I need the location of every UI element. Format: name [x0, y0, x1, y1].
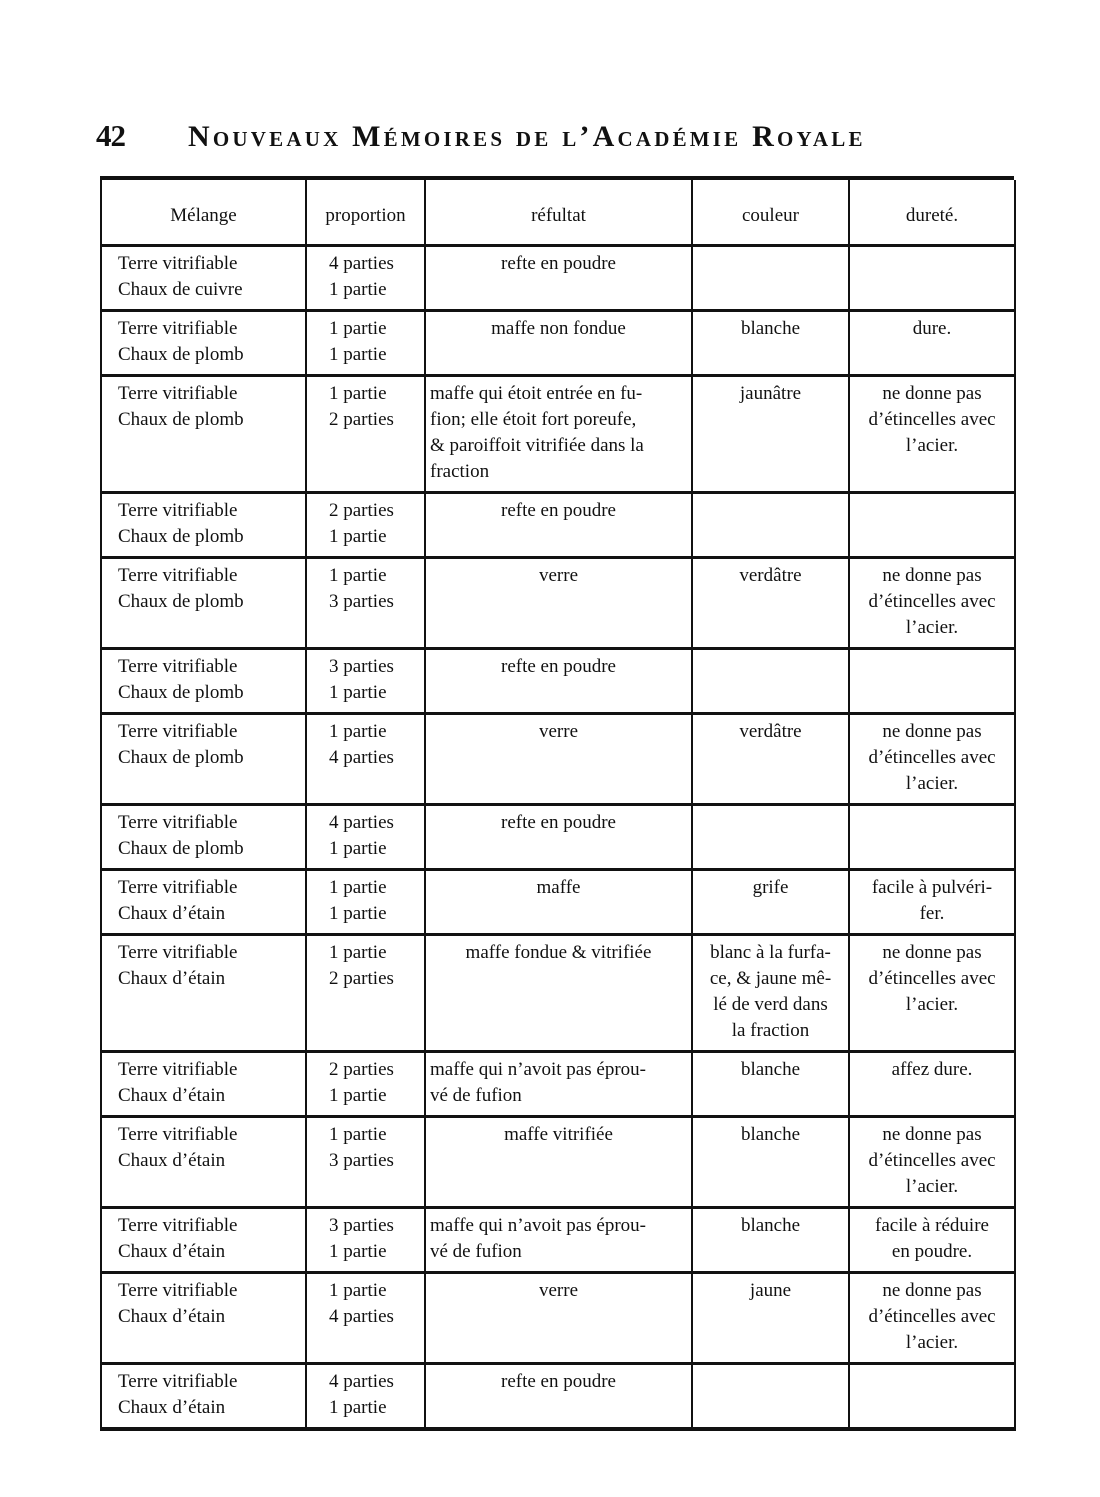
cell-melange-line: Chaux d’étain [118, 1150, 226, 1171]
cell-couleur-line: verdâtre [739, 565, 802, 586]
cell-resultat-line: fraction [430, 461, 490, 482]
cell-durete [849, 493, 1015, 558]
cell-melange [101, 1052, 306, 1117]
cell-proportion-line: 1 partie [329, 877, 387, 898]
cell-resultat-line: maffe non fondue [491, 318, 626, 339]
cell-couleur-line: grife [752, 877, 789, 898]
cell-couleur [692, 311, 849, 376]
cell-proportion [306, 311, 425, 376]
cell-proportion [306, 246, 425, 311]
cell-proportion [306, 493, 425, 558]
table-row [101, 1208, 1015, 1273]
cell-resultat-line: maffe fondue & vitrifiée [465, 942, 652, 963]
running-head-title: Nouveaux Mémoires de l’Académie Royale [188, 120, 866, 153]
cell-durete-line: l’acier. [905, 1176, 959, 1197]
cell-resultat-line: refte en poudre [501, 812, 616, 833]
cell-couleur-line: blanc à la furfa- [710, 942, 831, 963]
cell-melange-line: Terre vitrifiable [118, 1059, 238, 1080]
cell-durete-line: l’acier. [905, 435, 959, 456]
cell-resultat [425, 870, 692, 935]
cell-resultat [425, 1052, 692, 1117]
cell-proportion-line: 1 partie [329, 1085, 387, 1106]
cell-resultat-line: fion; elle étoit fort poreufe, [430, 409, 637, 430]
cell-couleur [692, 805, 849, 870]
cell-durete-line: d’étincelles avec [868, 1150, 996, 1171]
header-couleur: couleur [692, 180, 849, 246]
header-proportion: proportion [306, 180, 425, 246]
cell-resultat [425, 649, 692, 714]
cell-durete [849, 246, 1015, 311]
cell-proportion [306, 1364, 425, 1430]
table-row [101, 246, 1015, 311]
cell-proportion [306, 558, 425, 649]
table-row [101, 1117, 1015, 1208]
cell-melange-line: Terre vitrifiable [118, 1280, 238, 1301]
cell-resultat [425, 1208, 692, 1273]
cell-couleur-line: jaunâtre [739, 383, 802, 404]
cell-couleur [692, 1273, 849, 1364]
cell-proportion [306, 649, 425, 714]
cell-melange [101, 714, 306, 805]
cell-couleur-line: la fraction [731, 1020, 810, 1041]
cell-proportion-line: 1 partie [329, 1124, 387, 1145]
cell-melange [101, 493, 306, 558]
cell-durete-line: d’étincelles avec [868, 747, 996, 768]
cell-couleur [692, 493, 849, 558]
cell-melange-line: Chaux de plomb [118, 682, 244, 703]
cell-proportion [306, 714, 425, 805]
cell-proportion [306, 1273, 425, 1364]
cell-couleur-line: blanche [740, 1124, 801, 1145]
results-table [100, 180, 1016, 1431]
cell-durete-line: d’étincelles avec [868, 409, 996, 430]
cell-couleur [692, 558, 849, 649]
cell-resultat-line: refte en poudre [501, 500, 616, 521]
cell-resultat [425, 311, 692, 376]
results-table-container [100, 176, 1014, 1431]
cell-durete [849, 1364, 1015, 1430]
cell-durete-line: l’acier. [905, 1332, 959, 1353]
table-row [101, 935, 1015, 1052]
cell-resultat [425, 1364, 692, 1430]
cell-melange-line: Terre vitrifiable [118, 318, 238, 339]
cell-melange-line: Chaux de plomb [118, 747, 244, 768]
cell-durete-line: l’acier. [905, 617, 959, 638]
cell-melange-line: Terre vitrifiable [118, 565, 238, 586]
cell-durete [849, 1273, 1015, 1364]
cell-durete [849, 311, 1015, 376]
cell-couleur [692, 246, 849, 311]
cell-durete [849, 870, 1015, 935]
table-row [101, 870, 1015, 935]
cell-couleur [692, 1364, 849, 1430]
cell-proportion-line: 4 parties [329, 812, 394, 833]
table-row [101, 311, 1015, 376]
cell-melange-line: Chaux d’étain [118, 1397, 226, 1418]
cell-melange-line: Chaux de plomb [118, 526, 244, 547]
cell-resultat-line: maffe qui n’avoit pas éprou- [430, 1059, 646, 1080]
cell-melange-line: Terre vitrifiable [118, 1371, 238, 1392]
table-row [101, 376, 1015, 493]
cell-couleur [692, 1208, 849, 1273]
cell-resultat [425, 1273, 692, 1364]
cell-proportion [306, 1052, 425, 1117]
cell-proportion-line: 1 partie [329, 942, 387, 963]
cell-couleur [692, 376, 849, 493]
table-row [101, 558, 1015, 649]
cell-durete-line: l’acier. [905, 773, 959, 794]
cell-durete-line: ne donne pas [882, 565, 982, 586]
cell-proportion [306, 376, 425, 493]
cell-melange-line: Terre vitrifiable [118, 383, 238, 404]
cell-melange [101, 311, 306, 376]
cell-melange-line: Chaux d’étain [118, 903, 226, 924]
table-row [101, 649, 1015, 714]
cell-proportion [306, 1208, 425, 1273]
cell-melange [101, 935, 306, 1052]
table-row [101, 805, 1015, 870]
cell-melange-line: Chaux de plomb [118, 409, 244, 430]
cell-durete [849, 935, 1015, 1052]
cell-durete [849, 649, 1015, 714]
cell-proportion-line: 1 partie [329, 565, 387, 586]
cell-couleur-line: blanche [740, 318, 801, 339]
cell-durete-line: affez dure. [891, 1059, 973, 1080]
cell-proportion-line: 2 parties [329, 1059, 394, 1080]
table-row [101, 493, 1015, 558]
table-row [101, 1273, 1015, 1364]
cell-durete-line: ne donne pas [882, 383, 982, 404]
cell-melange-line: Chaux d’étain [118, 1085, 226, 1106]
table-row [101, 1364, 1015, 1430]
cell-melange-line: Terre vitrifiable [118, 500, 238, 521]
cell-couleur-line: ce, & jaune mê- [709, 968, 832, 989]
cell-durete-line: dure. [912, 318, 952, 339]
cell-couleur [692, 870, 849, 935]
cell-durete-line: d’étincelles avec [868, 1306, 996, 1327]
cell-melange-line: Terre vitrifiable [118, 721, 238, 742]
cell-resultat [425, 714, 692, 805]
cell-couleur [692, 1052, 849, 1117]
cell-durete-line: en poudre. [891, 1241, 973, 1262]
cell-melange [101, 558, 306, 649]
cell-couleur-line: blanche [740, 1059, 801, 1080]
cell-durete [849, 558, 1015, 649]
running-head [96, 118, 946, 158]
cell-melange [101, 1208, 306, 1273]
cell-proportion-line: 1 partie [329, 1241, 387, 1262]
cell-resultat-line: maffe [536, 877, 581, 898]
cell-melange [101, 1273, 306, 1364]
cell-couleur-line: verdâtre [739, 721, 802, 742]
cell-proportion-line: 4 parties [329, 747, 394, 768]
cell-proportion-line: 1 partie [329, 838, 387, 859]
cell-resultat-line: vé de fufion [430, 1241, 522, 1262]
cell-melange-line: Terre vitrifiable [118, 877, 238, 898]
cell-resultat-line: & paroiffoit vitrifiée dans la [430, 435, 644, 456]
cell-melange-line: Terre vitrifiable [118, 253, 238, 274]
cell-melange-line: Terre vitrifiable [118, 812, 238, 833]
cell-durete-line: ne donne pas [882, 1124, 982, 1145]
table-body [101, 246, 1015, 1430]
cell-melange-line: Chaux de plomb [118, 591, 244, 612]
cell-resultat [425, 935, 692, 1052]
header-melange: Mélange [101, 180, 306, 246]
cell-melange-line: Chaux de plomb [118, 344, 244, 365]
cell-proportion-line: 1 partie [329, 318, 387, 339]
cell-durete [849, 376, 1015, 493]
cell-proportion-line: 2 parties [329, 968, 394, 989]
cell-couleur [692, 649, 849, 714]
cell-resultat-line: refte en poudre [501, 656, 616, 677]
cell-proportion-line: 1 partie [329, 279, 387, 300]
cell-durete [849, 1208, 1015, 1273]
cell-proportion-line: 1 partie [329, 682, 387, 703]
cell-proportion [306, 805, 425, 870]
cell-durete-line: ne donne pas [882, 1280, 982, 1301]
cell-durete [849, 714, 1015, 805]
cell-melange [101, 246, 306, 311]
cell-couleur [692, 1117, 849, 1208]
cell-resultat [425, 1117, 692, 1208]
cell-resultat [425, 376, 692, 493]
cell-resultat-line: vé de fufion [430, 1085, 522, 1106]
cell-couleur [692, 935, 849, 1052]
cell-durete-line: d’étincelles avec [868, 591, 996, 612]
cell-proportion-line: 1 partie [329, 721, 387, 742]
cell-durete-line: facile à réduire [875, 1215, 989, 1236]
cell-resultat-line: maffe qui étoit entrée en fu- [430, 383, 643, 404]
cell-durete-line: ne donne pas [882, 942, 982, 963]
cell-couleur-line: blanche [740, 1215, 801, 1236]
cell-melange [101, 870, 306, 935]
cell-resultat-line: maffe qui n’avoit pas éprou- [430, 1215, 646, 1236]
cell-melange-line: Chaux de plomb [118, 838, 244, 859]
cell-melange [101, 1117, 306, 1208]
cell-durete [849, 1052, 1015, 1117]
cell-melange [101, 1364, 306, 1430]
cell-couleur-line: lé de verd dans [713, 994, 828, 1015]
header-resultat: réfultat [425, 180, 692, 246]
cell-proportion-line: 2 parties [329, 409, 394, 430]
cell-melange-line: Chaux d’étain [118, 1306, 226, 1327]
cell-melange-line: Chaux d’étain [118, 1241, 226, 1262]
table-row [101, 714, 1015, 805]
cell-proportion-line: 3 parties [329, 591, 394, 612]
cell-melange-line: Terre vitrifiable [118, 1215, 238, 1236]
cell-melange-line: Terre vitrifiable [118, 656, 238, 677]
cell-durete-line: d’étincelles avec [868, 968, 996, 989]
cell-durete [849, 805, 1015, 870]
cell-melange [101, 805, 306, 870]
cell-melange [101, 376, 306, 493]
cell-couleur-line: jaune [749, 1280, 792, 1301]
cell-proportion-line: 4 parties [329, 253, 394, 274]
cell-proportion-line: 3 parties [329, 1215, 394, 1236]
cell-resultat-line: refte en poudre [501, 253, 616, 274]
cell-proportion-line: 3 parties [329, 1150, 394, 1171]
cell-proportion [306, 935, 425, 1052]
cell-resultat [425, 558, 692, 649]
table-row [101, 1052, 1015, 1117]
cell-resultat-line: verre [538, 721, 579, 742]
cell-proportion-line: 1 partie [329, 1397, 387, 1418]
cell-proportion-line: 4 parties [329, 1371, 394, 1392]
cell-proportion-line: 1 partie [329, 383, 387, 404]
cell-durete [849, 1117, 1015, 1208]
cell-proportion-line: 1 partie [329, 903, 387, 924]
cell-resultat-line: verre [538, 565, 579, 586]
cell-resultat [425, 493, 692, 558]
cell-resultat-line: maffe vitrifiée [504, 1124, 613, 1145]
cell-proportion-line: 1 partie [329, 526, 387, 547]
cell-durete-line: ne donne pas [882, 721, 982, 742]
cell-resultat-line: verre [538, 1280, 579, 1301]
cell-resultat [425, 246, 692, 311]
cell-proportion-line: 2 parties [329, 500, 394, 521]
page-number: 42 [96, 118, 125, 153]
cell-melange-line: Chaux de cuivre [118, 279, 243, 300]
cell-melange-line: Terre vitrifiable [118, 1124, 238, 1145]
cell-durete-line: facile à pulvéri- [871, 877, 993, 898]
cell-resultat-line: refte en poudre [501, 1371, 616, 1392]
header-row [101, 180, 1015, 246]
header-durete: dureté. [849, 180, 1015, 246]
cell-proportion-line: 3 parties [329, 656, 394, 677]
cell-durete-line: fer. [919, 903, 945, 924]
cell-melange-line: Chaux d’étain [118, 968, 226, 989]
cell-couleur [692, 714, 849, 805]
cell-resultat [425, 805, 692, 870]
cell-melange-line: Terre vitrifiable [118, 942, 238, 963]
cell-proportion-line: 1 partie [329, 1280, 387, 1301]
cell-proportion-line: 1 partie [329, 344, 387, 365]
cell-melange [101, 649, 306, 714]
cell-proportion-line: 4 parties [329, 1306, 394, 1327]
cell-proportion [306, 870, 425, 935]
cell-proportion [306, 1117, 425, 1208]
cell-durete-line: l’acier. [905, 994, 959, 1015]
